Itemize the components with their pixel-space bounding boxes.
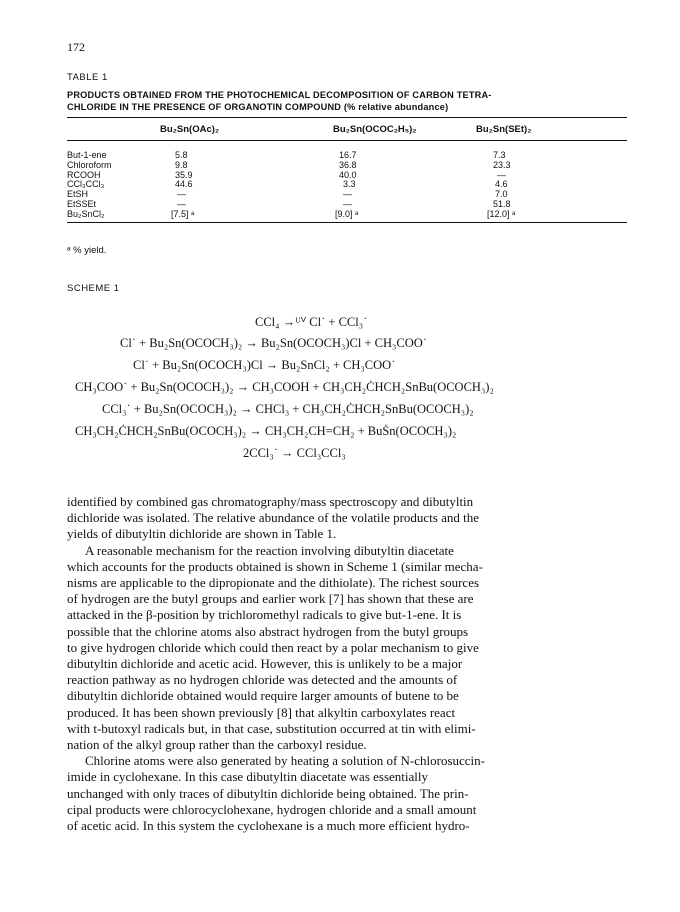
- scheme-equation: CCl₃˙ + Bu₂Sn(OCOCH₃)₂ → CHCl₃ + CH₃CH₂ĊHCH₂SnBu(OCOCH₃)₂: [102, 402, 474, 416]
- cell: 9.8: [175, 159, 188, 170]
- body-line: nation of the alkyl group rather than the carboxyl residue.: [67, 737, 367, 753]
- cell: 16.7: [339, 150, 357, 160]
- cell: 7.0: [495, 189, 508, 200]
- cell: 23.3: [493, 159, 511, 170]
- row-label: Chloroform: [67, 159, 112, 170]
- cell: —: [343, 198, 352, 209]
- row-label: RCOOH: [67, 169, 101, 180]
- scheme-equation: Cl˙ + Bu₂Sn(OCOCH₃)₂ → Bu₂Sn(OCOCH₃)Cl + CH₃COO˙: [120, 336, 427, 350]
- cell: 3.3: [343, 179, 356, 190]
- scheme-label: SCHEME 1: [67, 283, 120, 294]
- body-line: with t-butoxyl radicals but, in that case, substitution occurred at tin with elimi-: [67, 720, 476, 736]
- body-line: unchanged with only traces of dibutyltin dichloride being obtained. The prin-: [67, 785, 469, 801]
- row-label: EtSH: [67, 189, 89, 200]
- body-line: dibutyltin dichloride obtained would require larger amounts of butene to be: [67, 688, 459, 704]
- body-line: produced. It has been shown previously [8] that alkyltin carboxylates react: [67, 704, 456, 720]
- page-number: 172: [67, 40, 85, 54]
- cell: 40.0: [339, 169, 357, 180]
- row-label: Bu₂SnCl₂: [67, 208, 105, 219]
- body-line: cipal products were chlorocyclohexane, hydrogen chloride and a small amount: [67, 801, 477, 817]
- table-row: [67, 170, 627, 180]
- body-line: dichloride was isolated. The relative abundance of the volatile products and the: [67, 510, 480, 526]
- table-caption-line-1: PRODUCTS OBTAINED FROM THE PHOTOCHEMICAL DECOMPOSITION OF CARBON TETRA-: [67, 90, 492, 100]
- body-line: identified by combined gas chromatography/mass spectroscopy and dibutyltin: [67, 494, 474, 509]
- body-line: of acetic acid. In this system the cyclohexane is a much more efficient hydro-: [67, 818, 470, 834]
- cell: 7.3: [493, 150, 506, 160]
- body-line: of hydrogen are the butyl groups and earlier work [7] has shown that these are: [67, 591, 474, 607]
- table-row: [67, 150, 627, 160]
- cell: [9.0] ᵃ: [335, 208, 359, 219]
- cell: [7.5] ᵃ: [171, 208, 195, 219]
- body-line: A reasonable mechanism for the reaction involving dibutyltin diacetate: [85, 542, 454, 558]
- cell: [12.0] ᵃ: [487, 208, 516, 219]
- body-line: to give hydrogen chloride which could then react by a polar mechanism to give: [67, 639, 479, 655]
- body-line: imide in cyclohexane. In this case dibutyltin diacetate was essentially: [67, 769, 428, 785]
- body-line: attacked in the β-position by trichloromethyl radicals to give but-1-ene. It is: [67, 607, 462, 623]
- cell: —: [497, 169, 506, 180]
- table-column-header: Bu₂Sn(OCOC₂H₅)₂: [333, 124, 417, 135]
- cell: —: [177, 189, 186, 200]
- row-label: But-1-ene: [67, 150, 107, 160]
- table-caption-line-2: CHLORIDE IN THE PRESENCE OF ORGANOTIN COMPOUND (% relative abundance): [67, 102, 449, 112]
- cell: 4.6: [495, 179, 508, 190]
- table-row: [67, 199, 627, 209]
- row-label: EtSSEt: [67, 198, 97, 209]
- scheme-equation: CCl₄ →ᵁⱽ Cl˙ + CCl₃˙: [255, 315, 368, 329]
- table-row: [67, 189, 627, 199]
- scheme-equation: CH₃COO˙ + Bu₂Sn(OCOCH₃)₂ → CH₃COOH + CH₃CH₂ĊHCH₂SnBu(OCOCH₃)₂: [75, 380, 494, 394]
- scheme-equation: Cl˙ + Bu₂Sn(OCOCH₃)Cl → Bu₂SnCl₂ + CH₃COO˙: [133, 358, 396, 372]
- cell: 44.6: [175, 179, 193, 190]
- table-bottom-rule: [67, 222, 627, 223]
- body-line: Chlorine atoms were also generated by heating a solution of N-chlorosuccin-: [85, 753, 485, 769]
- cell: 51.8: [493, 198, 511, 209]
- table-row: [67, 179, 627, 189]
- table-caption: [67, 89, 627, 113]
- table-label: TABLE 1: [67, 72, 108, 83]
- body-line: nisms are applicable to the dipropionate and the dithiolate). The richest sources: [67, 575, 480, 591]
- table-body: [67, 150, 627, 219]
- scheme-equation: CH₃CH₂ĊHCH₂SnBu(OCOCH₃)₂ → CH₃CH₂CH=CH₂ + BuṠn(OCOCH₃)₂: [75, 424, 457, 438]
- row-label: CCl₃CCl₃: [67, 179, 105, 190]
- cell: 36.8: [339, 159, 357, 170]
- table-column-header: Bu₂Sn(SEt)₂: [476, 124, 532, 135]
- table-row: [67, 209, 627, 219]
- table-top-rule: [67, 117, 627, 118]
- cell: 35.9: [175, 169, 193, 180]
- cell: 5.8: [175, 150, 188, 160]
- cell: —: [177, 198, 186, 209]
- scheme-equation: 2CCl₃˙ → CCl₃CCl₃: [243, 446, 346, 460]
- table-header-rule: [67, 140, 627, 141]
- cell: —: [343, 189, 352, 200]
- table-row: [67, 160, 627, 170]
- body-line: which accounts for the products obtained is shown in Scheme 1 (similar mecha-: [67, 558, 483, 574]
- body-line: dibutyltin dichloride and acetic acid. However, this is unlikely to be a major: [67, 656, 463, 672]
- table-column-header: Bu₂Sn(OAc)₂: [160, 124, 220, 135]
- body-text: [67, 494, 627, 834]
- body-line: yields of dibutyltin dichloride are shown in Table 1.: [67, 526, 337, 542]
- body-line: possible that the chlorine atoms also abstract hydrogen from the butyl groups: [67, 623, 469, 639]
- table-footnote: ᵃ % yield.: [67, 245, 107, 256]
- body-line: reaction pathway as no hydrogen chloride was detected and the amounts of: [67, 672, 458, 688]
